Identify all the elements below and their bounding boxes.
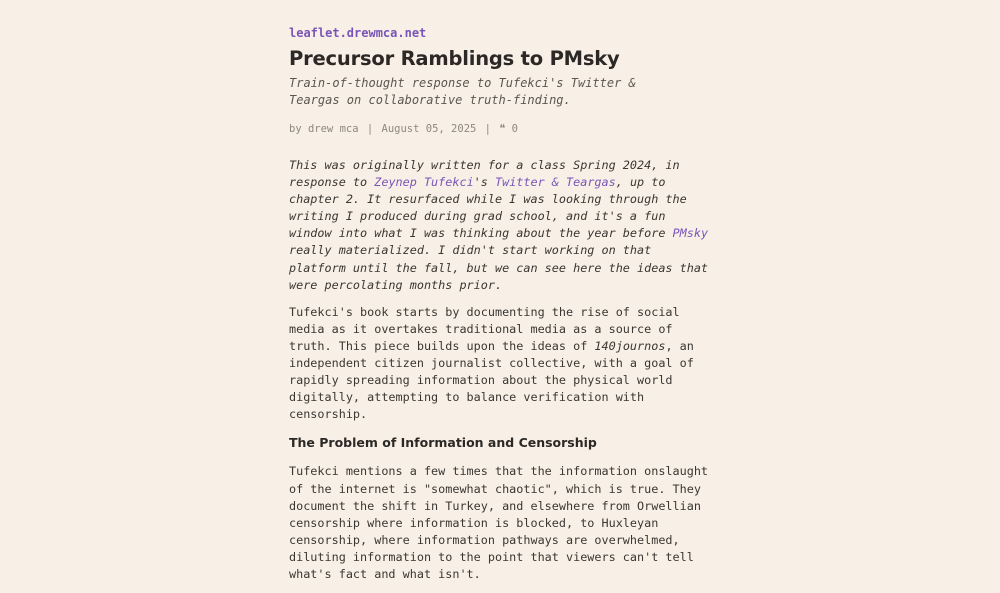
paragraph-text: Tufekci's book starts by documenting the rise of social media as it overtakes traditional media as a source of truth. This piece builds upon the ideas of	[289, 304, 680, 353]
paragraph-text: , an independent citizen journalist collective, with a goal of rapidly spreading information about the physical world digitally, attempting to balance verification with censorship.	[289, 338, 694, 422]
meta-divider: |	[360, 123, 380, 135]
intro-paragraph	[289, 157, 714, 294]
emphasis-140journos: 140journos	[594, 338, 666, 353]
link-twitter-teargas[interactable]: Twitter & Teargas	[494, 175, 616, 190]
author-byline[interactable]: by drew mca	[289, 123, 359, 135]
site-domain-link[interactable]: leaflet.drewmca.net	[289, 26, 427, 40]
page-subtitle: Train-of-thought response to Tufekci's Twitter & Teargas on collaborative truth-finding.	[289, 76, 636, 107]
intro-text: , up to chapter 2. It resurfaced while I was looking through the writing I produced during grad school, and it's a fun window into what I was thinking about the year before	[289, 175, 687, 241]
article-column	[289, 25, 714, 593]
intro-text: really materialized. I didn't start working on that platform until the fall, but we can see here the ideas that were percolating months prior.	[289, 243, 709, 292]
section-heading: The Problem of Information and Censorship	[289, 435, 597, 451]
meta-divider: |	[478, 123, 498, 135]
link-pmsky[interactable]: PMsky	[672, 226, 709, 241]
page-title: Precursor Ramblings to PMsky	[289, 47, 620, 70]
body-paragraph: Tufekci mentions a few times that the information onslaught of the internet is "somewhat chaotic", which is true. They document the shift in Turkey, and elsewhere from Orwellian censorship where information is blocked, to Huxleyan censorship, where information pathways are overwhelmed, diluting information to the point that viewers can't tell what's fact and what isn't.	[289, 464, 709, 581]
link-zeynep-tufekci[interactable]: Zeynep Tufekci	[374, 175, 474, 190]
post-meta	[289, 122, 714, 136]
article-body	[289, 157, 714, 583]
quote-icon: ❝	[499, 122, 506, 135]
quote-count-button[interactable]	[499, 123, 518, 135]
intro-text: 's	[473, 175, 495, 190]
quote-count: 0	[511, 123, 518, 135]
intro-text: This was originally written for a class Spring 2024, in response to	[289, 158, 680, 190]
body-paragraph	[289, 304, 714, 424]
post-date: August 05, 2025	[381, 123, 477, 135]
